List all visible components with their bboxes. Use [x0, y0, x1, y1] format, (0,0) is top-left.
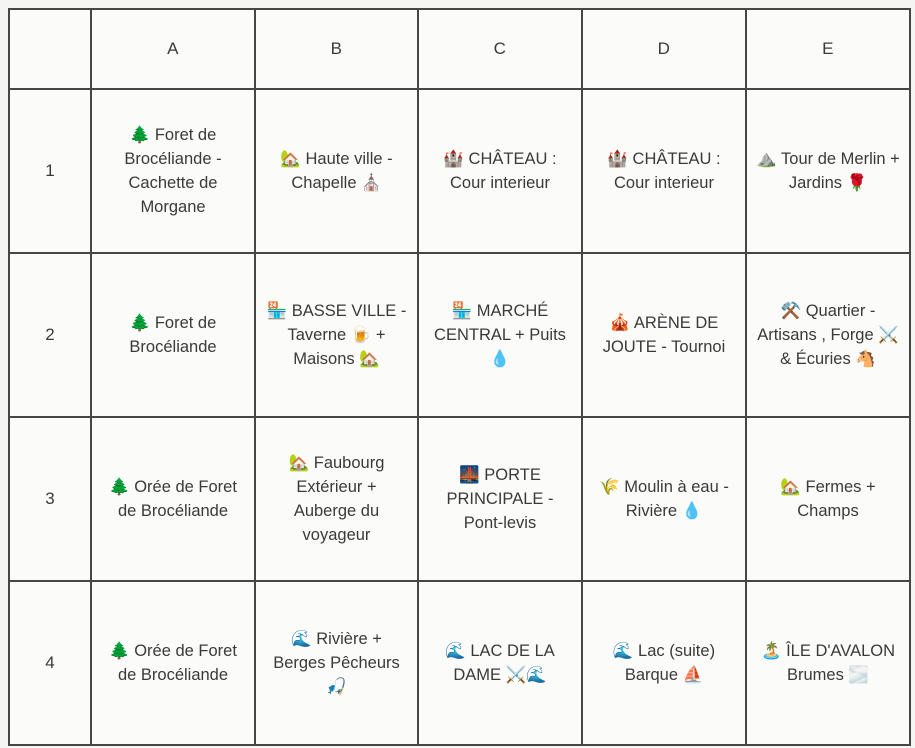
column-header-c[interactable]: C — [418, 9, 582, 89]
cell-d2[interactable]: 🎪 ARÈNE DE JOUTE - Tournoi — [582, 253, 746, 417]
row-header-3[interactable]: 3 — [9, 417, 91, 581]
cell-d3[interactable]: 🌾 Moulin à eau - Rivière 💧 — [582, 417, 746, 581]
cell-e2[interactable]: ⚒️ Quartier - Artisans , Forge ⚔️ & Écuries 🐴 — [746, 253, 910, 417]
cell-e3[interactable]: 🏡 Fermes + Champs — [746, 417, 910, 581]
cell-a4[interactable]: 🌲 Orée de Foret de Brocéliande — [91, 581, 255, 745]
grid-row-2 — [9, 253, 910, 417]
cell-c4[interactable]: 🌊 LAC DE LA DAME ⚔️🌊 — [418, 581, 582, 745]
cell-d1[interactable]: 🏰 CHÂTEAU : Cour interieur — [582, 89, 746, 253]
grid-row-3 — [9, 417, 910, 581]
column-header-row — [9, 9, 910, 89]
cell-b3[interactable]: 🏡 Faubourg Extérieur + Auberge du voyageur — [255, 417, 418, 581]
column-header-a[interactable]: A — [91, 9, 255, 89]
cell-b4[interactable]: 🌊 Rivière + Berges Pêcheurs 🎣 — [255, 581, 418, 745]
cell-b2[interactable]: 🏪 BASSE VILLE - Taverne 🍺 + Maisons 🏡 — [255, 253, 418, 417]
cell-a3[interactable]: 🌲 Orée de Foret de Brocéliande — [91, 417, 255, 581]
cell-c2[interactable]: 🏪 MARCHÉ CENTRAL + Puits 💧 — [418, 253, 582, 417]
row-header-1[interactable]: 1 — [9, 89, 91, 253]
cell-c1[interactable]: 🏰 CHÂTEAU : Cour interieur — [418, 89, 582, 253]
cell-d4[interactable]: 🌊 Lac (suite) Barque ⛵ — [582, 581, 746, 745]
map-grid-table — [8, 8, 911, 746]
cell-a1[interactable]: 🌲 Foret de Brocéliande - Cachette de Morgane — [91, 89, 255, 253]
column-header-d[interactable]: D — [582, 9, 746, 89]
cell-a2[interactable]: 🌲 Foret de Brocéliande — [91, 253, 255, 417]
column-header-b[interactable]: B — [255, 9, 418, 89]
cell-b1[interactable]: 🏡 Haute ville - Chapelle ⛪ — [255, 89, 418, 253]
grid-row-1 — [9, 89, 910, 253]
select-all-corner-cell[interactable] — [9, 9, 91, 89]
column-header-e[interactable]: E — [746, 9, 910, 89]
grid-row-4 — [9, 581, 910, 745]
cell-c3[interactable]: 🌉 PORTE PRINCIPALE - Pont-levis — [418, 417, 582, 581]
cell-e1[interactable]: ⛰️ Tour de Merlin + Jardins 🌹 — [746, 89, 910, 253]
row-header-4[interactable]: 4 — [9, 581, 91, 745]
cell-e4[interactable]: 🏝️ ÎLE D'AVALON Brumes 🌫️ — [746, 581, 910, 745]
row-header-2[interactable]: 2 — [9, 253, 91, 417]
